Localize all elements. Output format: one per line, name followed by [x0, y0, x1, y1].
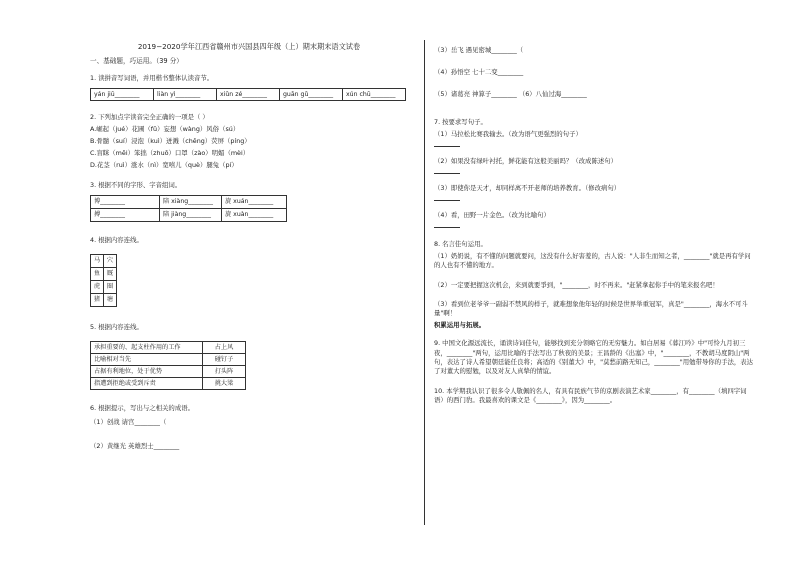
- q8-prompt: 8. 名言佳句运用。: [434, 240, 487, 248]
- section-heading: 积累运用与拓展。: [434, 321, 486, 330]
- q10-text: 10. 本学期我认识了很多令人敬佩的名人，有具有民族气节的京剧表演艺术家________，有________（填四字词语）的西门豹。我最喜欢的课文是《________》，因为________。: [434, 386, 747, 404]
- match-right: 占上风: [203, 342, 246, 354]
- q2-option: B.骨髓（suí）浸泡（kuì）迸溅（chěng）荧屏（píng）: [90, 137, 251, 146]
- form-cell: 旋 xuán________: [222, 196, 287, 209]
- match-left: 承担重要的、起支柱作用的工作: [91, 342, 203, 354]
- grid-cell: 虎: [91, 281, 104, 294]
- right-column: [434, 46, 754, 408]
- grid-cell: 猪: [91, 294, 104, 307]
- q3-prompt: 3. 根据不同的字形、字音组词。: [90, 181, 182, 190]
- grid-cell: 圈: [104, 281, 117, 294]
- q4-prompt: 4. 根据内容连线。: [90, 236, 143, 245]
- q8-item: （1）奶奶说，有不懂的问题就要问，这没有什么好害羞的，古人说："人非生而知之者，________"就是再有学问的人也有不懂的地方。: [434, 252, 751, 270]
- q7-item: （1）马拉松比赛我输去。（改为语气更强烈的句子）: [434, 130, 582, 138]
- q6-item: （5）诸葛亮 神算子________ （6）八仙过海________: [434, 90, 587, 98]
- match-right: 碰钉子: [203, 354, 246, 366]
- pinyin-table: [90, 88, 406, 101]
- answer-line: [434, 169, 460, 174]
- q2-prompt: 2. 下列加点字读音完全正确的一项是（ ）: [90, 113, 209, 122]
- q8-item: （3）看到位老爷爷一副弱不禁风的样子，就难想象他年轻的时候是世界举重冠军，真是"________，海水不可斗量"啊！: [434, 299, 748, 318]
- answer-line: [434, 223, 460, 228]
- q6-prompt: 6. 根据提示，写出与之相关的成语。: [90, 404, 194, 413]
- answer-line: [434, 196, 460, 201]
- pinyin-cell: liàn yì________: [154, 89, 217, 101]
- answer-line: [434, 142, 460, 147]
- q7-item: （4）看，田野一片金色。（改为比喻句）: [434, 211, 550, 219]
- form-cell: 陪 jiàng________: [160, 209, 222, 222]
- q1-prompt: 1. 读拼音写词语，并用楷书整体认读音节。: [90, 74, 214, 83]
- grid-cell: 塘: [104, 294, 117, 307]
- pinyin-cell: xún chū________: [343, 89, 406, 101]
- q6-item: （1）创战 请宫________（: [90, 418, 167, 427]
- pinyin-cell: guān gǔ________: [280, 89, 343, 101]
- match-right: 打头阵: [203, 366, 246, 378]
- q8-item: （2）一定要把握这次机会，来到就要爭到，"________，时不再来。"赶紧拿起你手中的笔来报名吧！: [434, 280, 719, 289]
- q2-option: C.盲眯（mēi）笨拙（zhuō）口罩（zào）明媚（mèi）: [90, 149, 250, 158]
- q6-item: （2）黄继光 英雄烈士________: [90, 442, 180, 451]
- match-left: 指遭到拒绝或受到斥责: [91, 378, 203, 390]
- q7-item: （2）如果没有绿叶衬托，鲜花能有这般美丽吗？（改成陈述句）: [434, 157, 618, 165]
- match-left: 比喻相对当先: [91, 354, 203, 366]
- match-left: 占据有利地位，处于优势: [91, 366, 203, 378]
- q2-option: A.崛起（jué）花圃（fǔ）妄想（wàng）风俗（sú）: [90, 125, 240, 134]
- grid-cell: 穴: [104, 255, 117, 268]
- q6-item: （3）岳飞 遇见密城________（: [434, 46, 524, 54]
- animal-grid: [90, 254, 117, 307]
- grid-cell: 厩: [104, 268, 117, 281]
- form-cell: 搏________: [91, 209, 160, 222]
- word-form-table: [90, 195, 287, 222]
- page-title: 2019−2020学年江西省赣州市兴国县四年级（上）期末期末语文试卷: [137, 42, 361, 51]
- pinyin-cell: xiǔn zé________: [217, 89, 280, 101]
- section-heading: 一、基础题，巧运用。（39 分）: [90, 57, 183, 65]
- q7-item: （3）即使你是天才，却同样离不开老师的培养教育。（修改病句）: [434, 184, 621, 192]
- grid-cell: 鱼: [91, 268, 104, 281]
- q2-option: D.花茎（ruì）涨水（nì）宽嘻儿（què）腿兔（pí）: [90, 161, 238, 170]
- q6-item: （4）孙悟空 七十二变________: [434, 68, 524, 76]
- q9-text: 9. 中国文化源远流长，诵读诗词佳句，能够找到充分领略它的无穷魅力。如白居易《暮江吟》中"可怜九月初三夜，________"两句，运用比喻的手法写出了秋夜的美景；王昌龄的《出塞》中，"________，不教胡马度阴山"两句，表达了诗人希望朝廷能任良将；高适的《别董大》中，"莫愁前路无知己，________"用勉带导你的手法，表达了对董大的慰勉，以及对友人真挚的情谊。: [434, 339, 754, 376]
- column-divider: [424, 40, 425, 525]
- left-column: [90, 42, 408, 454]
- form-cell: 陪 xiàng________: [160, 196, 222, 209]
- match-right: 挑大梁: [203, 378, 246, 390]
- q5-prompt: 5. 根据内容连线。: [90, 323, 143, 332]
- grid-cell: 马: [91, 255, 104, 268]
- form-cell: 博________: [91, 196, 160, 209]
- idiom-match-table: [90, 341, 246, 390]
- q7-prompt: 7. 按要求写句子。: [434, 118, 487, 126]
- pinyin-cell: yán jiū________: [91, 89, 154, 101]
- form-cell: 旋 xuàn________: [222, 209, 287, 222]
